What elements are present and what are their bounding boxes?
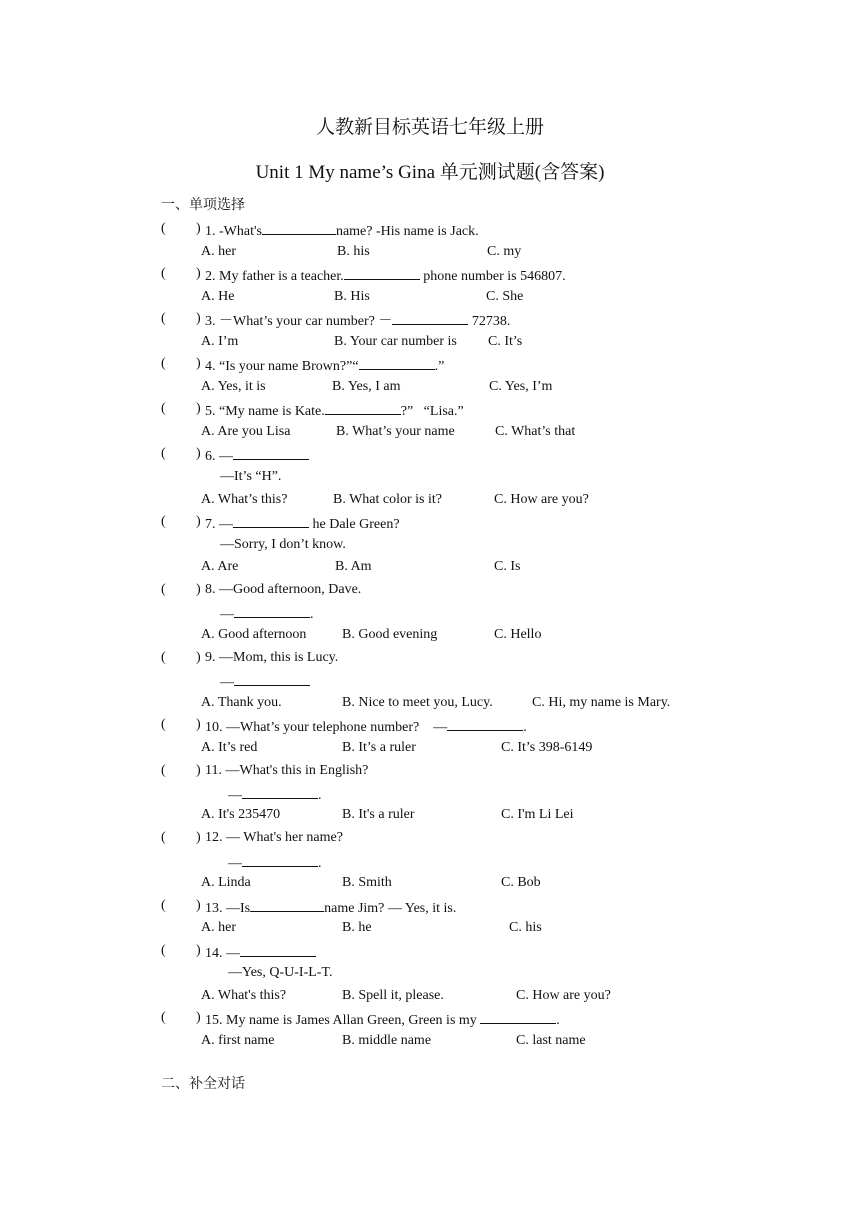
- option-c: C. What’s that: [495, 424, 576, 439]
- question-10: 10. —What’s your telephone number? — .: [205, 716, 527, 737]
- question-5: 5. “My name is Kate. ?” “Lisa.”: [205, 400, 464, 421]
- answer-paren-close: ): [196, 1010, 201, 1025]
- option-b: B. Spell it, please.: [342, 988, 444, 1003]
- option-c: C. It’s 398-6149: [501, 740, 593, 755]
- question-15: 15. My name is James Allan Green, Green is my .: [205, 1009, 560, 1030]
- answer-blank: [325, 400, 401, 415]
- answer-paren-open: (: [161, 221, 166, 236]
- answer-blank: [262, 220, 336, 235]
- answer-paren-close: ): [196, 221, 201, 236]
- option-c: C. She: [486, 289, 524, 304]
- option-a: A. first name: [201, 1033, 275, 1048]
- worksheet-subtitle: Unit 1 My name’s Gina 单元测试题(含答案): [255, 162, 605, 183]
- answer-blank: [233, 445, 309, 460]
- answer-blank: [392, 310, 468, 325]
- answer-paren-open: (: [161, 1010, 166, 1025]
- option-b: B. Good evening: [342, 627, 438, 642]
- option-a: A. Yes, it is: [201, 379, 266, 394]
- answer-paren-close: ): [196, 582, 201, 597]
- option-c: C. How are you?: [494, 492, 589, 507]
- answer-paren-open: (: [161, 943, 166, 958]
- dialogue-reply: —It’s “H”.: [220, 469, 282, 484]
- option-c: C. Bob: [501, 875, 541, 890]
- option-a: A. her: [201, 244, 236, 259]
- answer-paren-close: ): [196, 650, 201, 665]
- option-c: C. Yes, I’m: [489, 379, 553, 394]
- option-b: B. middle name: [342, 1033, 432, 1048]
- answer-paren-open: (: [161, 717, 166, 732]
- question-9: 9. —Mom, this is Lucy.: [205, 650, 339, 665]
- answer-blank: [447, 716, 523, 731]
- question-3: 3. －What’s your car number? － 72738.: [205, 310, 510, 331]
- answer-paren-close: ): [196, 898, 201, 913]
- question-7: 7. — he Dale Green?: [205, 513, 400, 534]
- option-c: C. It’s: [488, 334, 523, 349]
- option-c: C. my: [487, 244, 522, 259]
- dialogue-reply: — .: [220, 603, 314, 624]
- question-14: 14. —: [205, 942, 316, 963]
- option-a: A. Good afternoon: [201, 627, 307, 642]
- option-a: A. What’s this?: [201, 492, 288, 507]
- dialogue-reply: —Sorry, I don’t know.: [220, 537, 346, 552]
- option-b: B. Smith: [342, 875, 392, 890]
- answer-paren-close: ): [196, 266, 201, 281]
- answer-paren-close: ): [196, 401, 201, 416]
- answer-paren-open: (: [161, 446, 166, 461]
- question-2: 2. My father is a teacher. phone number is 546807.: [205, 265, 566, 286]
- option-a: A. It's 235470: [201, 807, 281, 822]
- option-c: C. Hi, my name is Mary.: [532, 695, 671, 710]
- option-a: A. Are you Lisa: [201, 424, 291, 439]
- option-b: B. Am: [335, 559, 372, 574]
- question-12: 12. — What's her name?: [205, 830, 343, 845]
- section-heading-single-choice: 一、单项选择: [161, 198, 245, 213]
- question-4: 4. “Is your name Brown?”“ .”: [205, 355, 444, 376]
- option-a: A. her: [201, 920, 236, 935]
- answer-blank: [242, 784, 318, 799]
- answer-paren-open: (: [161, 401, 166, 416]
- answer-paren-close: ): [196, 311, 201, 326]
- answer-blank: [480, 1009, 556, 1024]
- dialogue-reply: — .: [228, 852, 322, 873]
- dialogue-reply: —: [220, 671, 310, 692]
- option-b: B. Your car number is: [334, 334, 457, 349]
- answer-paren-close: ): [196, 446, 201, 461]
- answer-blank: [242, 852, 318, 867]
- option-b: B. Yes, I am: [332, 379, 401, 394]
- option-a: A. He: [201, 289, 235, 304]
- answer-paren-close: ): [196, 763, 201, 778]
- answer-paren-close: ): [196, 717, 201, 732]
- answer-paren-open: (: [161, 266, 166, 281]
- question-13: 13. —Is name Jim? — Yes, it is.: [205, 897, 456, 918]
- dialogue-reply: — .: [228, 784, 322, 805]
- question-8: 8. —Good afternoon, Dave.: [205, 582, 362, 597]
- option-c: C. his: [509, 920, 542, 935]
- answer-paren-open: (: [161, 356, 166, 371]
- worksheet-title: 人教新目标英语七年级上册: [315, 117, 544, 138]
- answer-blank: [240, 942, 316, 957]
- answer-blank: [250, 897, 324, 912]
- option-a: A. What's this?: [201, 988, 287, 1003]
- answer-blank: [359, 355, 435, 370]
- option-b: B. It’s a ruler: [342, 740, 416, 755]
- answer-paren-close: ): [196, 943, 201, 958]
- answer-paren-open: (: [161, 514, 166, 529]
- answer-paren-open: (: [161, 650, 166, 665]
- answer-paren-open: (: [161, 830, 166, 845]
- answer-paren-open: (: [161, 311, 166, 326]
- answer-paren-close: ): [196, 356, 201, 371]
- option-b: B. What color is it?: [333, 492, 442, 507]
- option-b: B. his: [337, 244, 370, 259]
- answer-paren-open: (: [161, 763, 166, 778]
- answer-paren-close: ): [196, 514, 201, 529]
- option-a: A. Linda: [201, 875, 251, 890]
- option-c: C. last name: [516, 1033, 586, 1048]
- answer-blank: [234, 671, 310, 686]
- option-c: C. Is: [494, 559, 521, 574]
- question-11: 11. —What's this in English?: [205, 763, 369, 778]
- option-b: B. Nice to meet you, Lucy.: [342, 695, 493, 710]
- dialogue-reply: —Yes, Q-U-I-L-T.: [228, 965, 333, 980]
- answer-blank: [344, 265, 420, 280]
- answer-paren-close: ): [196, 830, 201, 845]
- answer-paren-open: (: [161, 582, 166, 597]
- option-c: C. I'm Li Lei: [501, 807, 574, 822]
- option-b: B. His: [334, 289, 370, 304]
- answer-blank: [233, 513, 309, 528]
- question-1: 1. -What's name? -His name is Jack.: [205, 220, 479, 241]
- option-c: C. How are you?: [516, 988, 611, 1003]
- answer-paren-open: (: [161, 898, 166, 913]
- option-a: A. I’m: [201, 334, 239, 349]
- option-a: A. Thank you.: [201, 695, 282, 710]
- answer-blank: [234, 603, 310, 618]
- option-b: B. It's a ruler: [342, 807, 415, 822]
- option-a: A. Are: [201, 559, 239, 574]
- section-heading-complete-dialogue: 二、补全对话: [161, 1077, 245, 1092]
- question-6: 6. —: [205, 445, 309, 466]
- option-a: A. It’s red: [201, 740, 258, 755]
- option-b: B. What’s your name: [336, 424, 455, 439]
- option-c: C. Hello: [494, 627, 542, 642]
- option-b: B. he: [342, 920, 372, 935]
